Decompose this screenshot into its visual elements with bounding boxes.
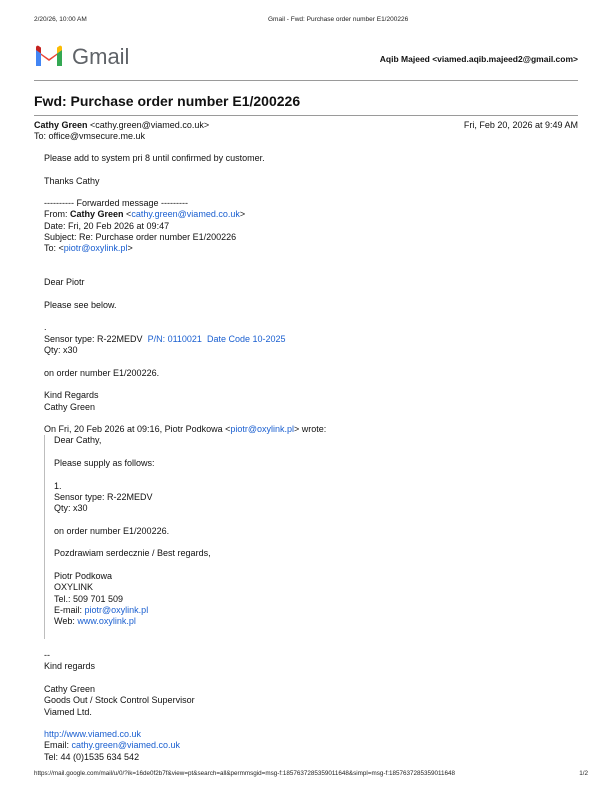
sensor-date-code: Date Code 10-2025 <box>206 333 286 344</box>
signature-email-label: Email: <box>44 740 70 751</box>
message-header <box>34 120 578 143</box>
subject-divider <box>34 115 578 116</box>
print-url: https://mail.google.com/mail/u/0/?ik=16de0f2b7f&view=pt&search=all&permmsgid=msg-f:1857637285359011648&simpl=msg-f:1857637285359011648 <box>34 770 456 777</box>
signature-role: Goods Out / Stock Control Supervisor <box>44 695 195 706</box>
attribution-email-link[interactable]: piotr@oxylink.pl <box>230 424 295 435</box>
quote-web-label: Web: <box>54 616 75 627</box>
signature-closing: Kind regards <box>44 661 96 672</box>
signature-dashes: -- <box>44 650 50 661</box>
forwarded-to-email-link[interactable]: piotr@oxylink.pl <box>63 243 128 254</box>
quote-line: on order number E1/200226. <box>54 525 170 536</box>
quote-company: OXYLINK <box>54 582 94 593</box>
sensor-line <box>44 334 564 345</box>
closing-name: Cathy Green <box>44 401 96 412</box>
gmail-logo-icon <box>34 44 64 68</box>
quote-attribution <box>44 424 564 435</box>
signature-website-link[interactable]: http://www.viamed.co.uk <box>44 729 142 740</box>
signature-email <box>44 740 564 751</box>
quote-email-link[interactable]: piotr@oxylink.pl <box>84 604 149 615</box>
message-body <box>44 153 564 763</box>
gmail-wordmark: Gmail <box>72 44 130 69</box>
forwarded-to-label: To: <box>44 243 57 254</box>
body-line: . <box>44 322 47 333</box>
body-line: Thanks Cathy <box>44 175 100 186</box>
forwarded-to: To: <piotr@oxylink.pl> <box>44 243 133 254</box>
header-divider <box>34 80 578 81</box>
message-to: To: office@vmsecure.me.uk <box>34 131 146 142</box>
forwarded-header: ---------- Forwarded message --------- <box>44 198 188 209</box>
signature-name: Cathy Green <box>44 683 96 694</box>
quote-line: Dear Cathy, <box>54 435 102 446</box>
forwarded-date: Date: Fri, 20 Feb 2026 at 09:47 <box>44 220 170 231</box>
body-line: on order number E1/200226. <box>44 367 160 378</box>
quoted-message <box>44 435 564 638</box>
print-date: 2/20/26, 10:00 AM <box>34 16 87 23</box>
quote-email-label: E-mail: <box>54 604 83 615</box>
attribution-prefix: On Fri, 20 Feb 2026 at 09:16, Piotr Podkowa < <box>44 424 231 435</box>
email-subject: Fwd: Purchase order number E1/200226 <box>34 93 301 109</box>
forwarded-from: From: Cathy Green <cathy.green@viamed.co.uk> <box>44 209 246 220</box>
quote-email <box>54 605 564 616</box>
forwarded-subject: Subject: Re: Purchase order number E1/200226 <box>44 232 237 243</box>
quote-tel: Tel.: 509 701 509 <box>54 593 124 604</box>
signature-tel: Tel: 44 (0)1535 634 542 <box>44 751 140 762</box>
quantity: Qty: x30 <box>44 345 78 356</box>
closing: Kind Regards <box>44 390 99 401</box>
body-line: Please see below. <box>44 299 117 310</box>
message-date: Fri, Feb 20, 2026 at 9:49 AM <box>463 120 578 130</box>
sender-name: Cathy Green <box>34 120 88 130</box>
quote-web <box>54 616 564 627</box>
signature-email-link[interactable]: cathy.green@viamed.co.uk <box>71 740 181 751</box>
account-identity: Aqib Majeed <viamed.aqib.majeed2@gmail.com> <box>379 54 578 64</box>
sensor-type: Sensor type: R-22MEDV <box>44 333 143 344</box>
forwarded-from-email-link[interactable]: cathy.green@viamed.co.uk <box>131 209 240 220</box>
quote-line: Please supply as follows: <box>54 458 155 469</box>
forwarded-from-name: Cathy Green <box>70 209 124 220</box>
forwarded-from-label: From: <box>44 209 68 220</box>
quote-line: Pozdrawiam serdecznie / Best regards, <box>54 548 211 559</box>
greeting: Dear Piotr <box>44 277 85 288</box>
signature-company: Viamed Ltd. <box>44 706 92 717</box>
quote-sensor: Sensor type: R-22MEDV <box>54 491 153 502</box>
sender-email: <cathy.green@viamed.co.uk> <box>90 120 210 130</box>
quote-web-link[interactable]: www.oxylink.pl <box>77 616 136 627</box>
quote-name: Piotr Podkowa <box>54 570 113 581</box>
quote-quantity: Qty: x30 <box>54 503 88 514</box>
sensor-part-number: P/N: 0110021 <box>147 333 202 344</box>
print-page-number: 1/2 <box>579 770 588 777</box>
quote-line: 1. <box>54 480 62 491</box>
body-line: Please add to system pri 8 until confirmed by customer. <box>44 153 265 163</box>
attribution-suffix: > wrote: <box>294 424 327 435</box>
print-title: Gmail - Fwd: Purchase order number E1/200226 <box>268 16 409 23</box>
